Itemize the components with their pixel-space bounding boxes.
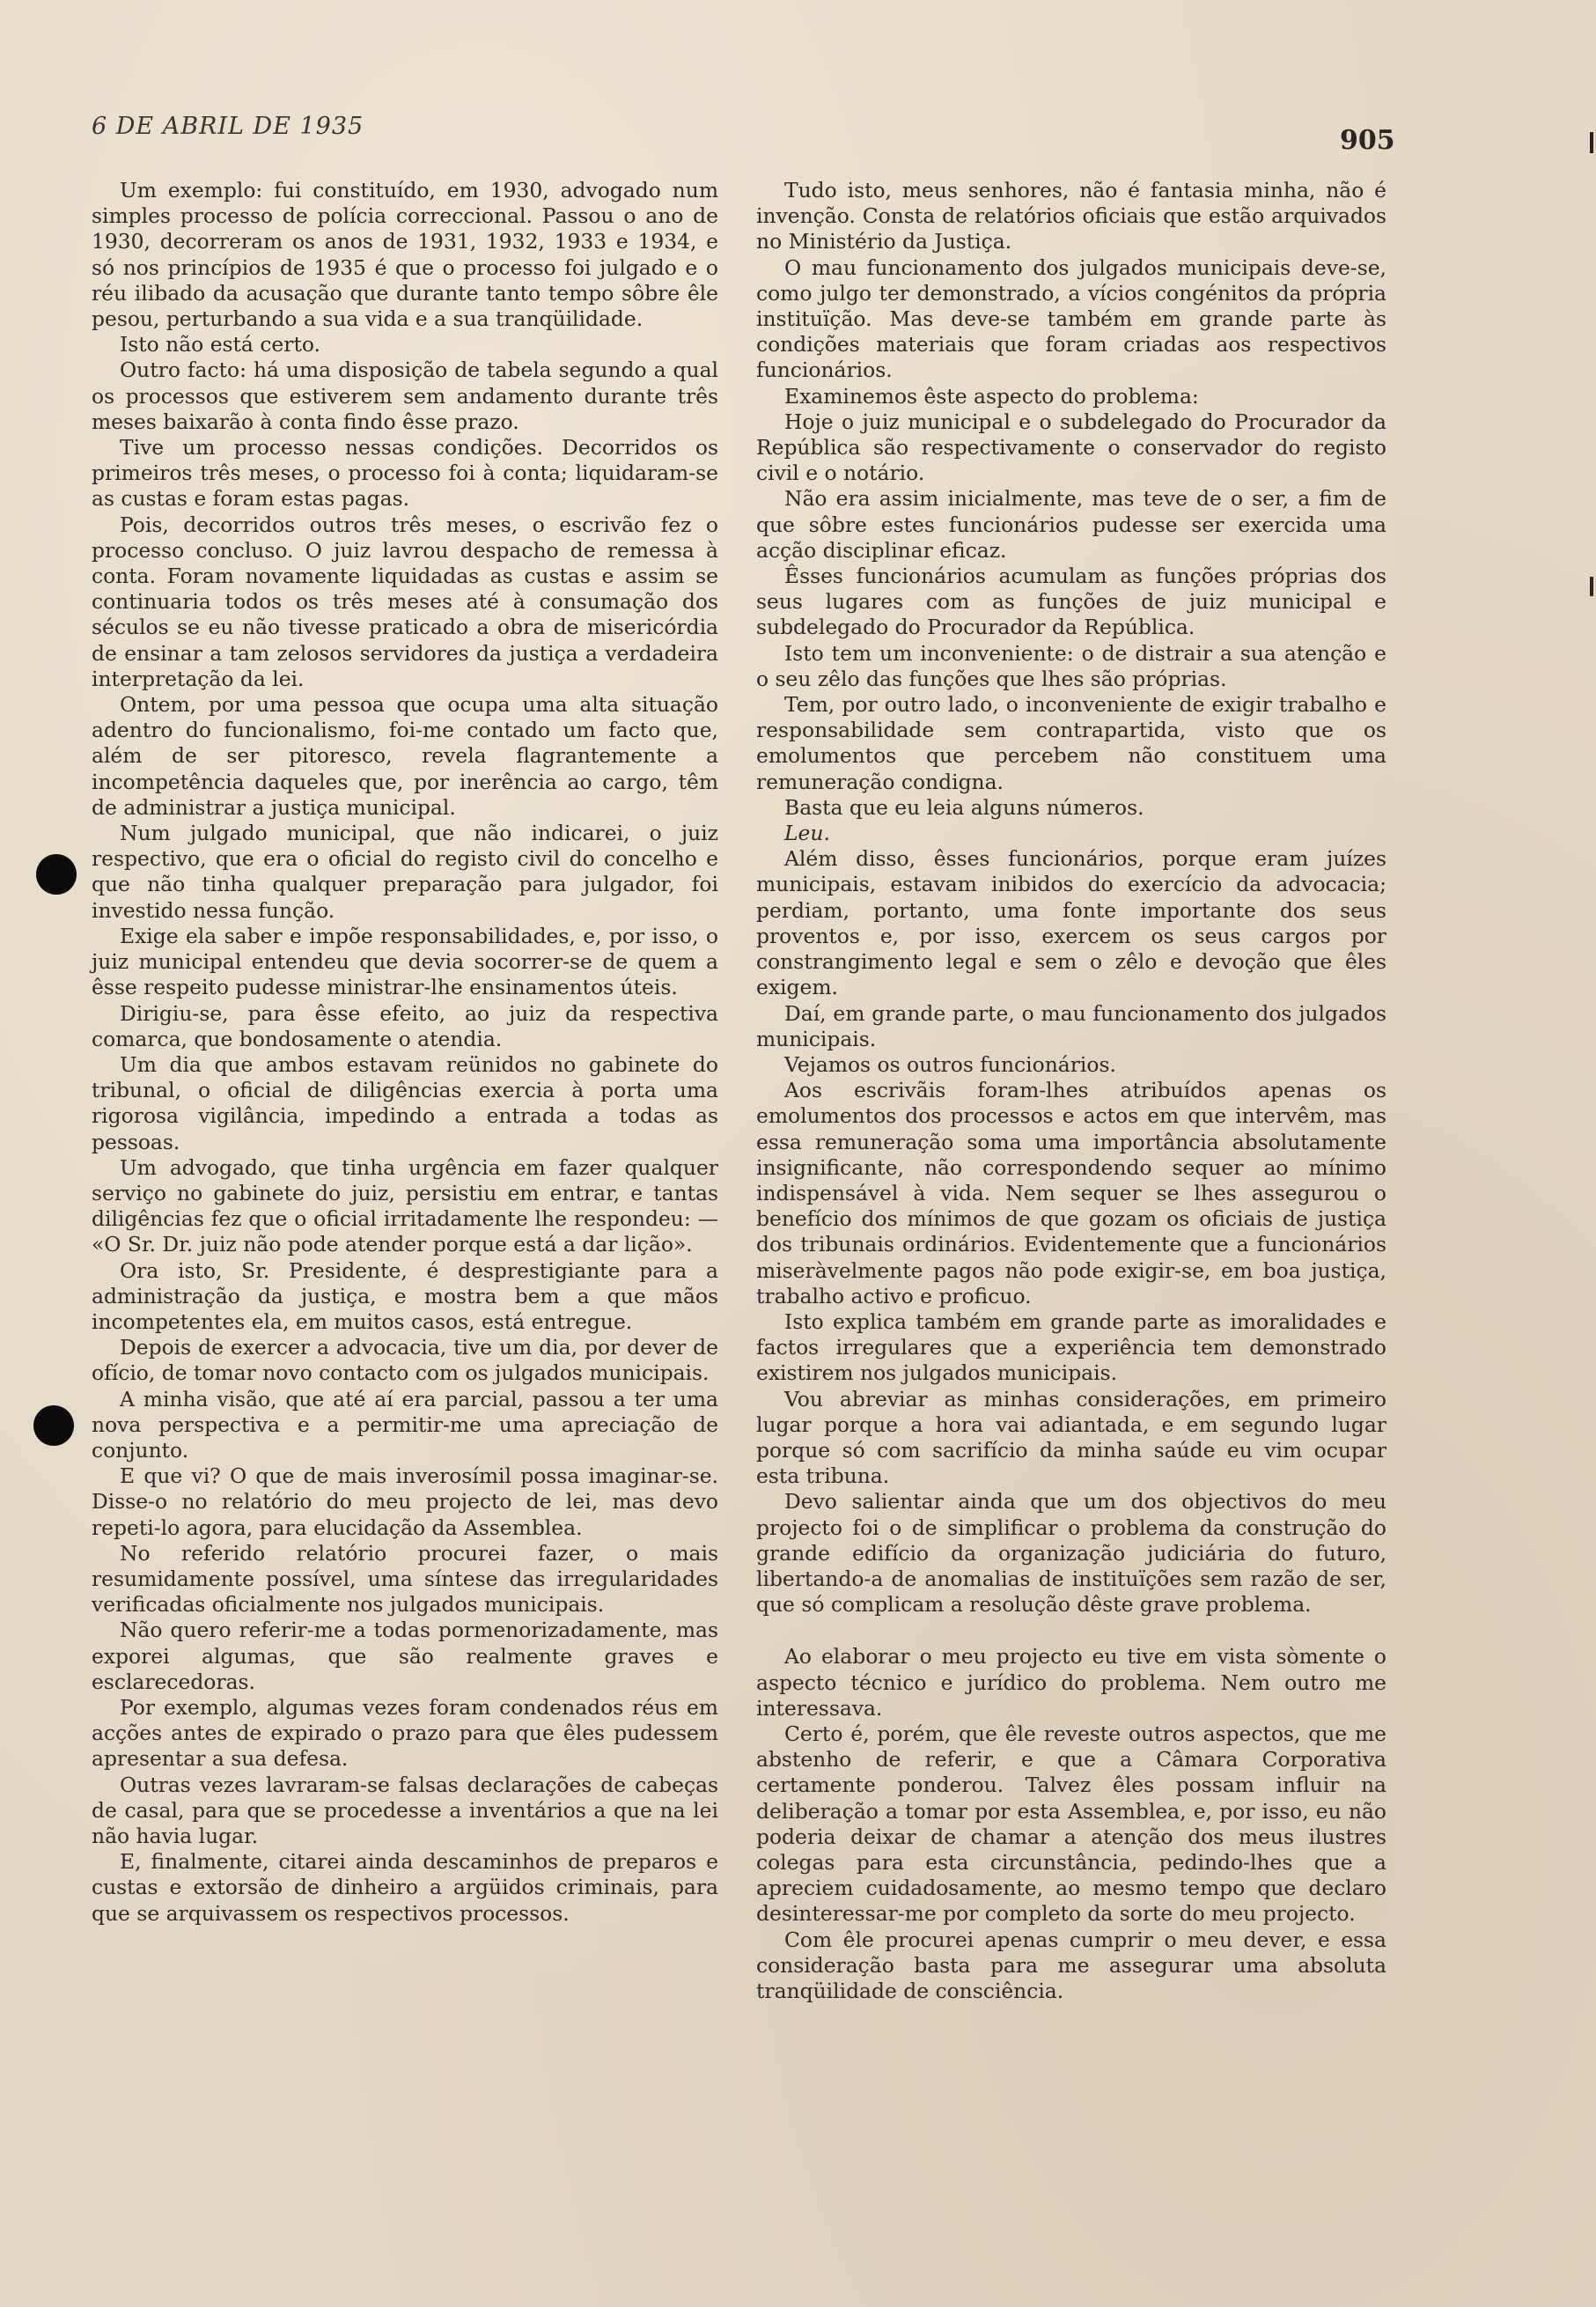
paragraph: Isto não está certo. bbox=[120, 332, 320, 357]
punch-hole bbox=[36, 854, 77, 895]
paragraph: Outras vezes lavraram-se falsas declarações de cabeças de casal, para que se procedesse a inventários a que na lei não havia lugar. bbox=[92, 1772, 718, 1848]
page-edge-mark bbox=[1590, 132, 1593, 153]
paragraph: Ontem, por uma pessoa que ocupa uma alta situação adentro do funcionalismo, foi-me contado um facto que, além de ser pitoresco, revela flagrantemente a incompetência daqueles que, por inerência ao cargo, têm de administrar a justiça municipal. bbox=[92, 692, 718, 820]
paragraph: Ao elaborar o meu projecto eu tive em vista sòmente o aspecto técnico e jurídico do problema. Nem outro me interessava. bbox=[756, 1644, 1386, 1721]
paragraph: Com êle procurei apenas cumprir o meu dever, e essa consideração basta para me assegurar uma absoluta tranqüilidade de consciência. bbox=[756, 1927, 1386, 2004]
paragraph: Exige ela saber e impõe responsabilidades, e, por isso, o juiz municipal entendeu que devia socorrer-se de quem a êsse respeito pudesse ministrar-lhe ensinamentos úteis. bbox=[92, 923, 718, 1000]
paragraph: Basta que eu leia alguns números. bbox=[784, 794, 1144, 820]
page-number: 905 bbox=[1340, 125, 1395, 156]
paragraph: Um exemplo: fui constituído, em 1930, advogado num simples processo de polícia correccional. Passou o ano de 1930, decorreram os anos de 1931, 1932, 1933 e 1934, e só nos princípios de 1935 é que o processo foi julgado e o réu ilibado da acusação que durante tanto tempo sôbre êle pesou, perturbando a sua vida e a sua tranqüilidade. bbox=[92, 178, 718, 332]
paragraph: Examinemos êste aspecto do problema: bbox=[784, 383, 1199, 409]
paragraph: Outro facto: há uma disposição de tabela segundo a qual os processos que estiverem sem andamento durante três meses baixarão à conta findo êsse prazo. bbox=[92, 357, 718, 434]
paragraph: Tudo isto, meus senhores, não é fantasia minha, não é invenção. Consta de relatórios oficiais que estão arquivados no Ministério da Justiça. bbox=[756, 178, 1386, 254]
paragraph: Isto tem um inconveniente: o de distrair a sua atenção e o seu zêlo das funções que lhes são próprias. bbox=[756, 640, 1386, 691]
paragraph: E, finalmente, citarei ainda descaminhos de preparos e custas e extorsão de dinheiro a argüidos criminais, para que se arquivassem os respectivos processos. bbox=[92, 1849, 718, 1926]
paragraph: Um dia que ambos estavam reünidos no gabinete do tribunal, o oficial de diligências exercia à porta uma rigorosa vigilância, impedindo a entrada a todas as pessoas. bbox=[92, 1051, 718, 1154]
paragraph: Dirigiu-se, para êsse efeito, ao juiz da respectiva comarca, que bondosamente o atendia. bbox=[92, 1000, 718, 1051]
paragraph: Aos escrivãis foram-lhes atribuídos apenas os emolumentos dos processos e actos em que intervêm, mas essa remuneração soma uma importância absolutamente insignificante, não correspondendo sequer ao mínimo indispensável à vida. Nem sequer se lhes assegurou o benefício dos mínimos de que gozam os oficiais de justiça dos tribunais ordinários. Evidentemente que a funcionários miseràvelmente pagos não pode exigir-se, em boa justiça, trabalho activo e proficuo. bbox=[756, 1078, 1386, 1308]
punch-hole bbox=[33, 1405, 74, 1446]
paragraph: Não era assim inicialmente, mas teve de o ser, a fim de que sôbre estes funcionários pudesse ser exercida uma acção disciplinar eficaz. bbox=[756, 486, 1386, 563]
paragraph: A minha visão, que até aí era parcial, passou a ter uma nova perspectiva e a permitir-me uma apreciação de conjunto. bbox=[92, 1386, 718, 1463]
paragraph: O mau funcionamento dos julgados municipais deve-se, como julgo ter demonstrado, a vícios congénitos da própria instituïção. Mas deve-se também em grande parte às condições materiais que foram criadas aos respectivos funcionários. bbox=[756, 254, 1386, 383]
paragraph: Num julgado municipal, que não indicarei, o juiz respectivo, que era o oficial do registo civil do concelho e que não tinha qualquer preparação para julgador, foi investido nessa função. bbox=[92, 821, 718, 923]
page-date: 6 DE ABRIL DE 1935 bbox=[92, 113, 364, 140]
paragraph: Tive um processo nessas condições. Decorridos os primeiros três meses, o processo foi à conta; liquidaram-se as custas e foram estas pagas. bbox=[92, 435, 718, 512]
left-column bbox=[92, 178, 718, 1927]
paragraph: Não quero referir-me a todas pormenorizadamente, mas exporei algumas, que são realmente graves e esclarecedoras. bbox=[92, 1618, 718, 1694]
paragraph: No referido relatório procurei fazer, o mais resumidamente possível, uma síntese das irregularidades verificadas oficialmente nos julgados municipais. bbox=[92, 1540, 718, 1618]
paragraph: Vejamos os outros funcionários. bbox=[784, 1051, 1116, 1077]
paragraph: Certo é, porém, que êle reveste outros aspectos, que me abstenho de referir, e que a Câmara Corporativa certamente ponderou. Talvez êles possam influir na deliberação a tomar por esta Assemblea, e, por isso, eu não poderia deixar de chamar a atenção dos meus ilustres colegas para esta circunstância, pedindo-lhes que a apreciem cuidadosamente, ao mesmo tempo que declaro desinteressar-me por completo da sorte do meu projecto. bbox=[756, 1721, 1386, 1927]
right-column bbox=[756, 178, 1386, 2004]
paragraph: Devo salientar ainda que um dos objectivos do meu projecto foi o de simplificar o problema da construção do grande edifício da organização judiciária do futuro, libertando-a de anomalias de instituïções sem razão de ser, que só complicam a resolução dêste grave problema. bbox=[756, 1489, 1386, 1618]
page-edge-mark bbox=[1590, 577, 1593, 596]
paragraph: Isto explica também em grande parte as imoralidades e factos irregulares que a experiência tem demonstrado existirem nos julgados municipais. bbox=[756, 1308, 1386, 1386]
paragraph: Daí, em grande parte, o mau funcionamento dos julgados municipais. bbox=[756, 1000, 1386, 1051]
paragraph: Pois, decorridos outros três meses, o escrivão fez o processo concluso. O juiz lavrou despacho de remessa à conta. Foram novamente liquidadas as custas e assim se continuaria todos os três meses até à consumação dos séculos se eu não tivesse praticado a obra de misericórdia de ensinar a tam zelosos servidores da justiça a verdadeira interpretação da lei. bbox=[92, 512, 718, 691]
paragraph: Vou abreviar as minhas considerações, em primeiro lugar porque a hora vai adiantada, e em segundo lugar porque só com sacrifício da minha saúde eu vim ocupar esta tribuna. bbox=[756, 1386, 1386, 1489]
paragraph: Depois de exercer a advocacia, tive um dia, por dever de ofício, de tomar novo contacto com os julgados municipais. bbox=[92, 1335, 718, 1386]
paragraph: Por exemplo, algumas vezes foram condenados réus em acções antes de expirado o prazo para que êles pudessem apresentar a sua defesa. bbox=[92, 1694, 718, 1772]
paragraph: Ora isto, Sr. Presidente, é desprestigiante para a administração da justiça, e mostra bem a que mãos incompetentes ela, em muitos casos, está entregue. bbox=[92, 1257, 718, 1334]
paragraph: Além disso, êsses funcionários, porque eram juízes municipais, estavam inibidos do exercício da advocacia; perdiam, portanto, uma fonte importante dos seus proventos e, por isso, exercem os seus cargos por constrangimento legal e sem o zêlo e devoção que êles exigem. bbox=[756, 846, 1386, 1000]
paragraph: Hoje o juiz municipal e o subdelegado do Procurador da República são respectivamente o conservador do registo civil e o notário. bbox=[756, 409, 1386, 486]
paragraph: Êsses funcionários acumulam as funções próprias dos seus lugares com as funções de juiz municipal e subdelegado do Procurador da República. bbox=[756, 564, 1386, 640]
paragraph: Um advogado, que tinha urgência em fazer qualquer serviço no gabinete do juiz, persistiu em entrar, e tantas diligências fez que o oficial irritadamente lhe respondeu: — «O Sr. Dr. juiz não pode atender porque está a dar lição». bbox=[92, 1154, 718, 1257]
paragraph: E que vi? O que de mais inverosímil possa imaginar-se. Disse-o no relatório do meu projecto de lei, mas devo repeti-lo agora, para elucidação da Assemblea. bbox=[92, 1463, 718, 1540]
stage-direction: Leu. bbox=[784, 821, 830, 846]
paragraph: Tem, por outro lado, o inconveniente de exigir trabalho e responsabilidade sem contrapartida, visto que os emolumentos que percebem não constituem uma remuneração condigna. bbox=[756, 692, 1386, 794]
